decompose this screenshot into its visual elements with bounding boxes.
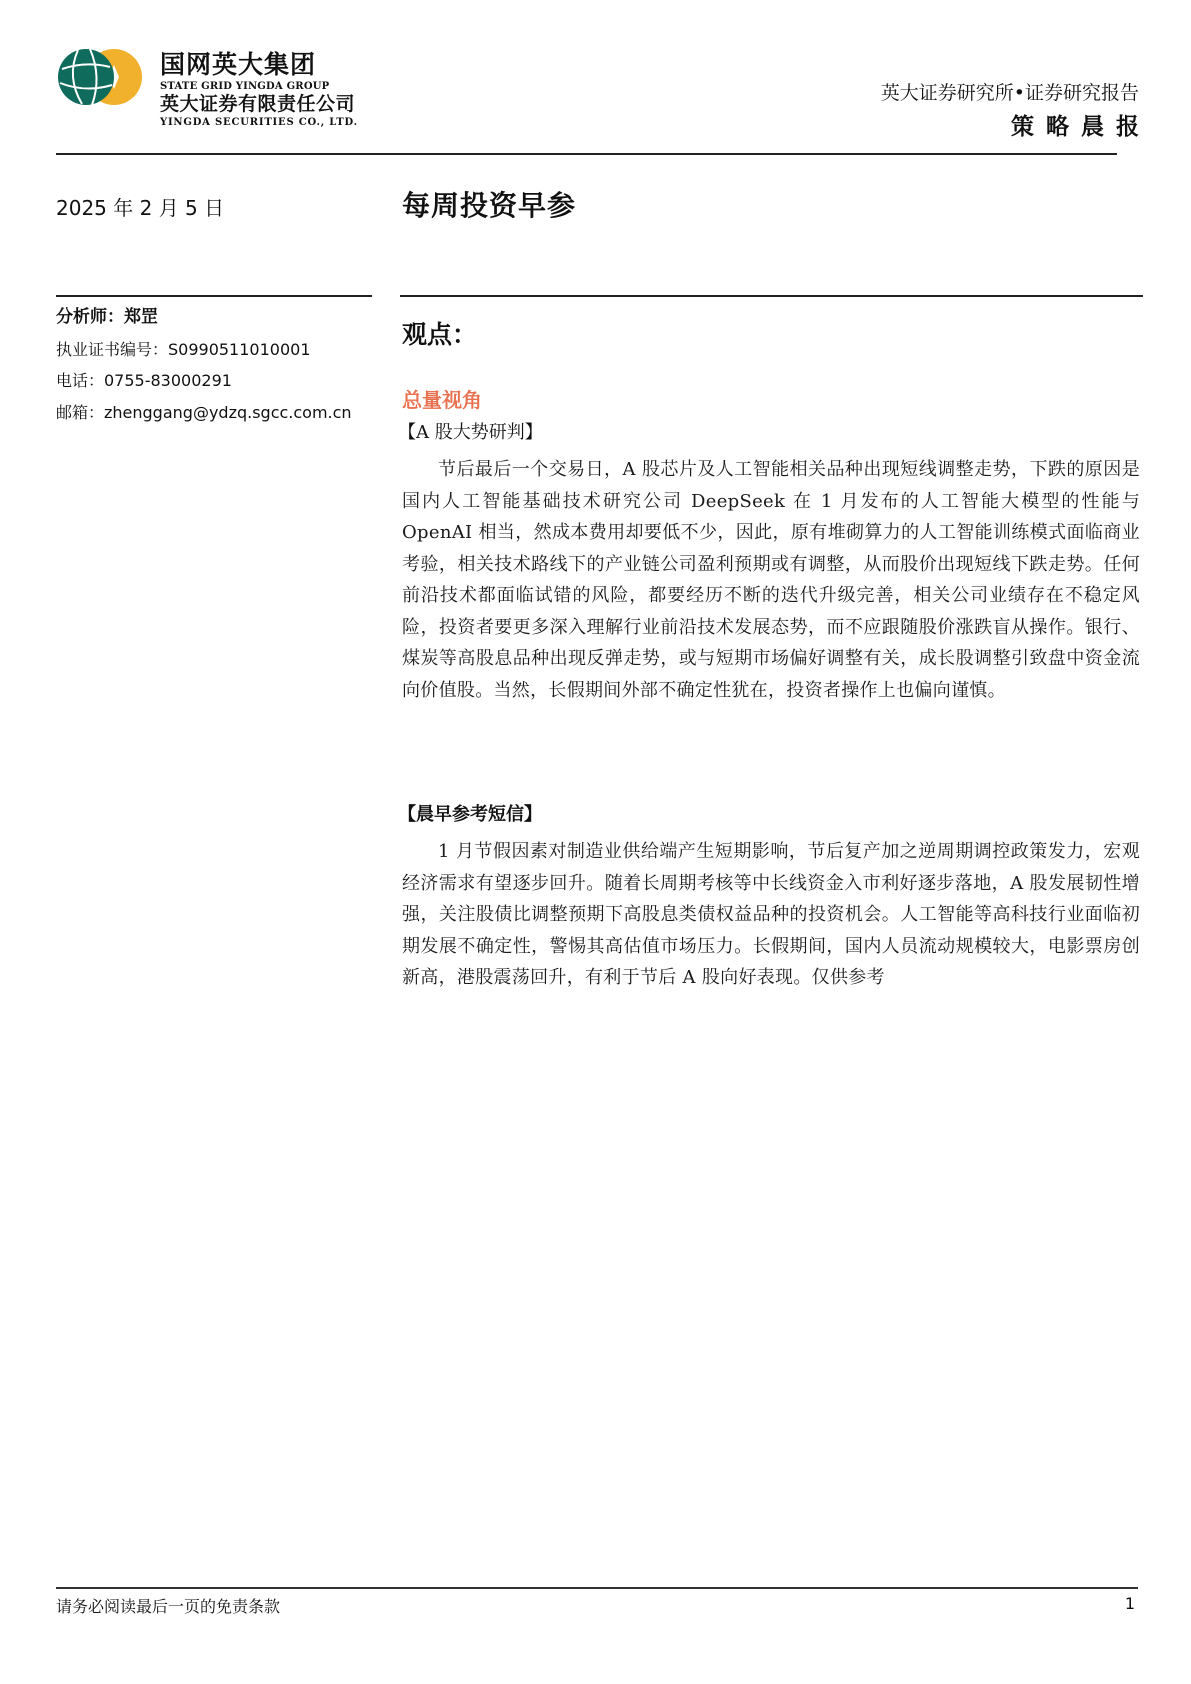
group-name-en: STATE GRID YINGDA GROUP	[160, 81, 330, 92]
group-name-cn: 国网英大集团	[160, 50, 317, 79]
institute-label: 英大证券研究所•证券研究报告	[880, 82, 1139, 104]
header-divider	[56, 153, 1117, 155]
state-grid-logo-icon	[56, 47, 144, 107]
analyst-divider	[56, 295, 372, 297]
footer-divider	[56, 1587, 1138, 1589]
page-number: 1	[1124, 1594, 1135, 1613]
section-heading-viewpoints: 观点：	[402, 320, 478, 349]
market-outlook-paragraph: 节后最后一个交易日，A 股芯片及人工智能相关品种出现短线调整走势，下跌的原因是国内人工智能基础技术研究公司 DeepSeek 在 1 月发布的人工智能大模型的性能与 OpenAI 相当，然成本费用却要低不少，因此，原有堆砌算力的人工智能训练模式面临商业考验，相关技术路线下的产业链公司盈利预期或有调整，从而股价出现短线下跌走势。任何前沿技术都面临试错的风险，都要经历不断的迭代升级完善，相关公司业绩存在不稳定风险，投资者要更多深入理解行业前沿技术发展态势，而不应跟随股价涨跌盲从操作。银行、煤炭等高股息品种出现反弹走势，或与短期市场偏好调整有关，成长股调整引致盘中资金流向价值股。当然，长假期间外部不确定性犹在，投资者操作上也偏向谨慎。	[402, 459, 1140, 701]
content-divider	[400, 295, 1143, 297]
analyst-license: 执业证书编号：S0990511010001	[56, 339, 311, 359]
analyst-email[interactable]: 邮箱：zhenggang@ydzq.sgcc.com.cn	[56, 402, 352, 422]
company-name-cn: 英大证券有限责任公司	[160, 93, 356, 115]
report-title: 每周投资早参	[402, 189, 577, 222]
company-logo-icon	[56, 47, 144, 107]
report-header-info	[880, 80, 1151, 144]
morning-brief-paragraph: 1 月节假因素对制造业供给端产生短期影响，节后复产加之逆周期调控政策发力，宏观经济需求有望逐步回升。随着长周期考核等中长线资金入市利好逐步落地，A 股发展韧性增强，关注股债比调整预期下高股息类债权益品种的投资机会。人工智能等高科技行业面临初期发展不确定性，警惕其高估值市场压力。长假期间，国内人员流动规模较大，电影票房创新高，港股震荡回升，有利于节后 A 股向好表现。仅供参考	[402, 841, 1140, 988]
report-type-label: 策略晨报	[1011, 114, 1151, 140]
main-content	[398, 312, 1140, 994]
block-heading-market-outlook: 【A 股大势研判】	[398, 422, 543, 443]
block-heading-morning-brief: 【晨早参考短信】	[398, 804, 542, 825]
category-heading: 总量视角	[402, 388, 482, 412]
company-name-en: YINGDA SECURITIES CO., LTD.	[160, 117, 358, 128]
analyst-name: 分析师：郑罡	[56, 307, 158, 327]
analyst-info	[56, 302, 352, 428]
disclaimer-note: 请务必阅读最后一页的免责条款	[56, 1597, 281, 1616]
analyst-phone: 电话：0755-83000291	[56, 371, 232, 390]
company-logo-text	[160, 50, 358, 129]
report-date: 2025 年 2 月 5 日	[56, 196, 225, 220]
